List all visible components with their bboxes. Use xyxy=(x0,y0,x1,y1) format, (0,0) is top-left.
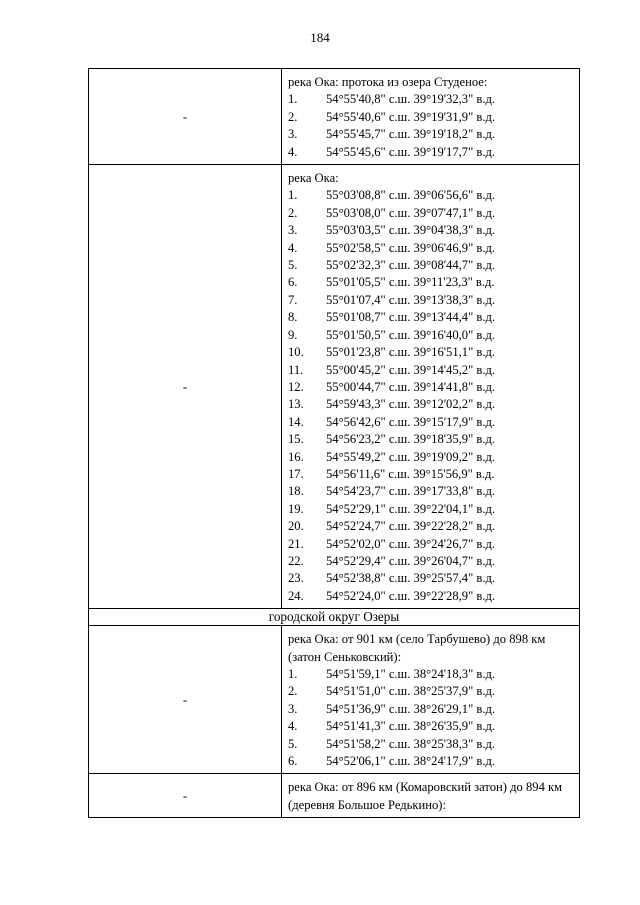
coordinate-item xyxy=(288,109,575,126)
coordinate-number: 2. xyxy=(288,205,298,220)
left-cell: - xyxy=(89,774,282,818)
coordinate-value: 54°51'36,9" с.ш. 38°26'29,1" в.д. xyxy=(326,701,496,716)
coordinate-item xyxy=(288,292,575,309)
coordinate-value: 54°51'41,3" с.ш. 38°26'35,9" в.д. xyxy=(326,719,496,734)
coordinate-value: 54°52'02,0" с.ш. 39°24'26,7" в.д. xyxy=(326,536,496,551)
table-row xyxy=(89,626,580,774)
coordinate-item xyxy=(288,431,575,448)
coordinate-value: 54°56'11,6" с.ш. 39°15'56,9" в.д. xyxy=(326,466,495,481)
coordinate-number: 5. xyxy=(288,736,298,751)
coordinate-number: 1. xyxy=(288,92,298,107)
coordinate-item xyxy=(288,701,575,718)
water-body-title: река Ока: от 896 км (Комаровский затон) до 894 км (деревня Большое Редькино): xyxy=(288,780,563,812)
coordinate-number: 11. xyxy=(288,362,304,377)
coordinate-value: 55°03'08,0" с.ш. 39°07'47,1" в.д. xyxy=(326,205,496,220)
coordinate-value: 55°01'50,5" с.ш. 39°16'40,0" в.д. xyxy=(326,327,496,342)
coordinate-number: 7. xyxy=(288,292,298,307)
coordinate-value: 55°00'45,2" с.ш. 39°14'45,2" в.д. xyxy=(326,362,496,377)
table-row xyxy=(89,69,580,165)
coordinate-value: 54°55'45,7" с.ш. 39°19'18,2" в.д. xyxy=(326,127,496,142)
coordinate-item xyxy=(288,736,575,753)
coordinate-number: 17. xyxy=(288,466,304,481)
coordinate-number: 24. xyxy=(288,588,304,603)
coordinate-value: 54°52'29,4" с.ш. 39°26'04,7" в.д. xyxy=(326,553,496,568)
coordinate-value: 54°54'23,7" с.ш. 39°17'33,8" в.д. xyxy=(326,484,496,499)
coordinate-value: 55°00'44,7" с.ш. 39°14'41,8" в.д. xyxy=(326,379,496,394)
coordinate-item xyxy=(288,553,575,570)
water-body-cell xyxy=(282,165,580,609)
section-header-row xyxy=(89,609,580,626)
coordinate-value: 54°52'06,1" с.ш. 38°24'17,9" в.д. xyxy=(326,754,496,769)
left-cell: - xyxy=(89,165,282,609)
coordinate-item xyxy=(288,205,575,222)
coordinate-item xyxy=(288,362,575,379)
coordinate-item xyxy=(288,327,575,344)
coordinate-number: 2. xyxy=(288,109,298,124)
coordinate-value: 55°03'03,5" с.ш. 39°04'38,3" в.д. xyxy=(326,223,496,238)
table-row xyxy=(89,165,580,609)
coordinate-value: 55°01'07,4" с.ш. 39°13'38,3" в.д. xyxy=(326,292,496,307)
coordinate-item xyxy=(288,683,575,700)
coordinate-item xyxy=(288,518,575,535)
coordinate-number: 13. xyxy=(288,397,304,412)
coordinate-value: 54°52'38,8" с.ш. 39°25'57,4" в.д. xyxy=(326,571,496,586)
coordinate-item xyxy=(288,396,575,413)
coordinate-value: 55°02'32,3" с.ш. 39°08'44,7" в.д. xyxy=(326,258,496,273)
coordinate-number: 4. xyxy=(288,719,298,734)
coordinate-value: 54°51'59,1" с.ш. 38°24'18,3" в.д. xyxy=(326,667,496,681)
coordinate-value: 54°51'51,0" с.ш. 38°25'37,9" в.д. xyxy=(326,684,496,699)
coordinate-item xyxy=(288,536,575,553)
coordinates-table xyxy=(88,68,580,818)
coordinate-value: 54°52'24,7" с.ш. 39°22'28,2" в.д. xyxy=(326,519,496,534)
coordinate-number: 4. xyxy=(288,240,298,255)
coordinate-item xyxy=(288,240,575,257)
water-body-cell xyxy=(282,626,580,774)
coordinate-value: 54°55'40,6" с.ш. 39°19'31,9" в.д. xyxy=(326,109,496,124)
water-body-cell xyxy=(282,69,580,165)
water-body-title: река Ока: xyxy=(288,171,339,186)
table-row xyxy=(89,774,580,818)
coordinate-number: 20. xyxy=(288,519,304,534)
coordinate-value: 55°02'58,5" с.ш. 39°06'46,9" в.д. xyxy=(326,240,496,255)
coordinate-value: 54°55'45,6" с.ш. 39°19'17,7" в.д. xyxy=(326,144,496,159)
table-body xyxy=(89,69,580,818)
coordinate-value: 54°59'43,3" с.ш. 39°12'02,2" в.д. xyxy=(326,397,496,412)
coordinate-value: 55°01'23,8" с.ш. 39°16'51,1" в.д. xyxy=(326,345,496,360)
coordinate-item xyxy=(288,126,575,143)
coordinate-number: 18. xyxy=(288,484,304,499)
coordinate-number: 4. xyxy=(288,144,298,159)
water-body-title: река Ока: от 901 км (село Тарбушево) до 898 км (затон Сеньковский): xyxy=(288,632,546,664)
coordinate-item xyxy=(288,144,575,161)
coordinate-number: 2. xyxy=(288,684,298,699)
coordinate-value: 54°56'23,2" с.ш. 39°18'35,9" в.д. xyxy=(326,432,496,447)
coordinate-item xyxy=(288,274,575,291)
coordinate-number: 6. xyxy=(288,275,298,290)
coordinate-item xyxy=(288,588,575,605)
coordinate-item xyxy=(288,718,575,735)
coordinate-value: 54°56'42,6" с.ш. 39°15'17,9" в.д. xyxy=(326,414,496,429)
coordinate-number: 8. xyxy=(288,310,298,325)
coordinate-value: 54°55'40,8" с.ш. 39°19'32,3" в.д. xyxy=(326,92,496,107)
coordinate-number: 21. xyxy=(288,536,304,551)
left-cell: - xyxy=(89,626,282,774)
coordinate-item xyxy=(288,449,575,466)
coordinate-value: 55°01'05,5" с.ш. 39°11'23,3" в.д. xyxy=(326,275,495,290)
page-number: 184 xyxy=(310,30,330,45)
coordinate-item xyxy=(288,666,575,683)
coordinate-item xyxy=(288,483,575,500)
coordinate-number: 16. xyxy=(288,449,304,464)
coordinate-number: 15. xyxy=(288,432,304,447)
coordinate-item xyxy=(288,309,575,326)
coordinate-number: 12. xyxy=(288,379,304,394)
left-cell: - xyxy=(89,69,282,165)
coordinate-number: 10. xyxy=(288,345,304,360)
coordinate-item xyxy=(288,257,575,274)
coordinate-item xyxy=(288,466,575,483)
coordinate-value: 54°55'49,2" с.ш. 39°19'09,2" в.д. xyxy=(326,449,496,464)
section-header: городской округ Озеры xyxy=(89,609,580,626)
coordinate-number: 1. xyxy=(288,667,298,681)
coordinate-number: 1. xyxy=(288,188,298,203)
coordinate-item xyxy=(288,414,575,431)
coordinate-number: 23. xyxy=(288,571,304,586)
coordinate-item xyxy=(288,222,575,239)
coordinate-number: 19. xyxy=(288,501,304,516)
coordinate-value: 54°51'58,2" с.ш. 38°25'38,3" в.д. xyxy=(326,736,496,751)
coordinate-number: 14. xyxy=(288,414,304,429)
water-body-cell xyxy=(282,774,580,818)
coordinate-number: 9. xyxy=(288,327,298,342)
coordinate-value: 55°01'08,7" с.ш. 39°13'44,4" в.д. xyxy=(326,310,496,325)
water-body-title: река Ока: протока из озера Студеное: xyxy=(288,75,488,89)
coordinate-number: 6. xyxy=(288,754,298,769)
coordinate-value: 55°03'08,8" с.ш. 39°06'56,6" в.д. xyxy=(326,188,496,203)
coordinate-value: 54°52'24,0" с.ш. 39°22'28,9" в.д. xyxy=(326,588,496,603)
coordinate-value: 54°52'29,1" с.ш. 39°22'04,1" в.д. xyxy=(326,501,496,516)
coordinate-number: 3. xyxy=(288,701,298,716)
coordinate-item xyxy=(288,570,575,587)
coordinate-item xyxy=(288,753,575,770)
coordinate-item xyxy=(288,379,575,396)
coordinate-number: 22. xyxy=(288,553,304,568)
coordinate-item xyxy=(288,501,575,518)
coordinate-number: 3. xyxy=(288,223,298,238)
coordinate-number: 3. xyxy=(288,127,298,142)
coordinate-item xyxy=(288,91,575,108)
coordinate-item xyxy=(288,344,575,361)
coordinate-number: 5. xyxy=(288,258,298,273)
coordinate-item xyxy=(288,187,575,204)
